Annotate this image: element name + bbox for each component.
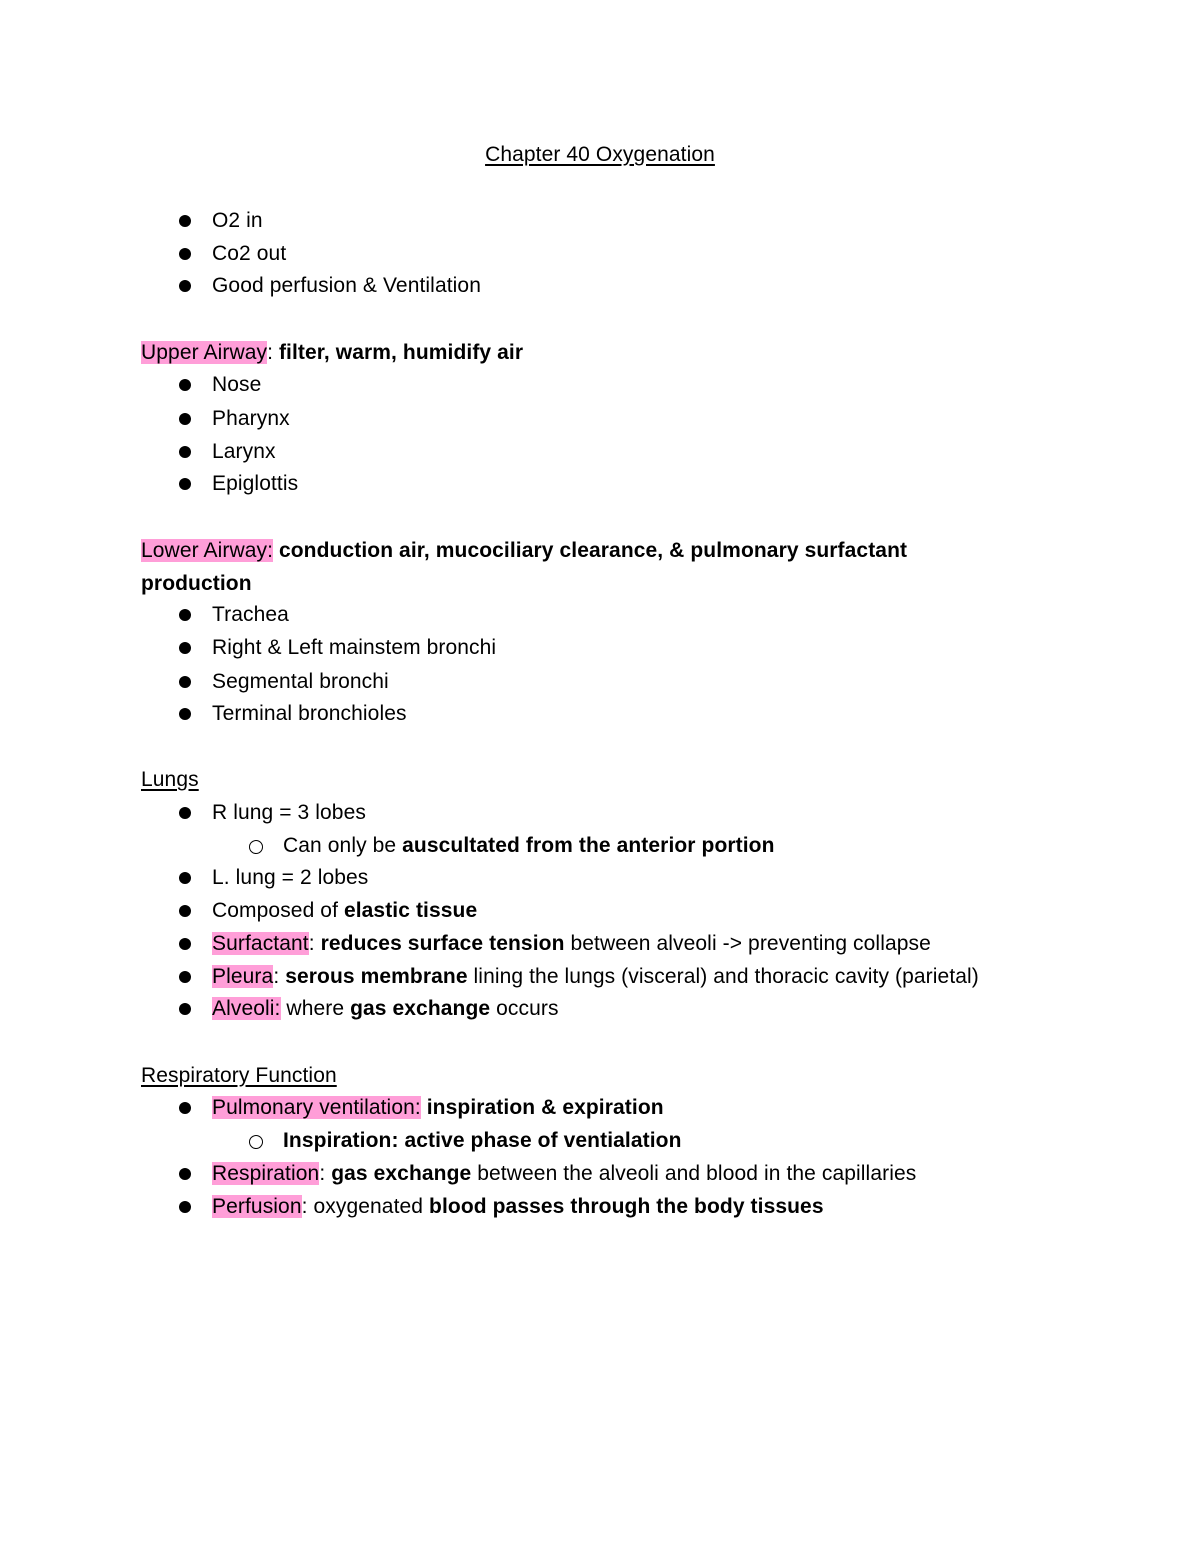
bullet-icon <box>179 1201 191 1213</box>
list-item: Pulmonary ventilation: inspiration & expiration <box>212 1094 664 1122</box>
list-item: Surfactant: reduces surface tension between alveoli -> preventing collapse <box>212 930 931 958</box>
list-item: Perfusion: oxygenated blood passes through the body tissues <box>212 1193 824 1221</box>
list-item: Trachea <box>212 601 289 629</box>
bullet-icon <box>179 905 191 917</box>
list-item: Epiglottis <box>212 470 298 498</box>
lower-airway-desc: conduction air, mucociliary clearance, & pulmonary surfactant production <box>141 539 908 595</box>
perfusion-label: Perfusion <box>212 1195 302 1218</box>
list-item: Good perfusion & Ventilation <box>212 272 481 300</box>
bullet-icon <box>179 708 191 720</box>
list-item: Pleura: serous membrane lining the lungs (visceral) and thoracic cavity (parietal) <box>212 963 979 991</box>
list-item: O2 in <box>212 207 263 235</box>
bullet-icon <box>179 609 191 621</box>
hollow-bullet-icon <box>249 1135 263 1149</box>
upper-airway-label: Upper Airway <box>141 341 268 364</box>
list-item: Pharynx <box>212 405 290 433</box>
bullet-icon <box>179 446 191 458</box>
bullet-icon <box>179 872 191 884</box>
list-item: L. lung = 2 lobes <box>212 864 368 892</box>
page-title: Chapter 40 Oxygenation <box>485 143 715 166</box>
upper-airway-heading: Upper Airway: filter, warm, humidify air <box>141 341 524 364</box>
sub-list-item: Inspiration: active phase of ventialation <box>283 1127 682 1155</box>
respiration-label: Respiration <box>212 1162 320 1185</box>
lower-airway-label: Lower Airway: <box>141 539 274 562</box>
bullet-icon <box>179 1102 191 1114</box>
bullet-icon <box>179 280 191 292</box>
bullet-icon <box>179 215 191 227</box>
list-item: Segmental bronchi <box>212 668 389 696</box>
bullet-icon <box>179 807 191 819</box>
pleura-label: Pleura <box>212 965 274 988</box>
list-item: Larynx <box>212 438 276 466</box>
lungs-heading: Lungs <box>141 768 199 791</box>
bullet-icon <box>179 938 191 950</box>
list-item: Nose <box>212 371 261 399</box>
list-item: Respiration: gas exchange between the alveoli and blood in the capillaries <box>212 1160 916 1188</box>
alveoli-label: Alveoli: <box>212 997 281 1020</box>
list-item: Alveoli: where gas exchange occurs <box>212 995 559 1023</box>
list-item: Right & Left mainstem bronchi <box>212 634 496 662</box>
upper-airway-desc: filter, warm, humidify air <box>278 341 524 364</box>
respiratory-function-heading: Respiratory Function <box>141 1064 337 1087</box>
hollow-bullet-icon <box>249 840 263 854</box>
sub-list-item: Can only be auscultated from the anterior portion <box>283 832 775 860</box>
lower-airway-heading <box>141 534 971 600</box>
list-item: Co2 out <box>212 240 286 268</box>
bullet-icon <box>179 642 191 654</box>
bullet-icon <box>179 1003 191 1015</box>
surfactant-label: Surfactant <box>212 932 309 955</box>
bullet-icon <box>179 676 191 688</box>
bullet-icon <box>179 1168 191 1180</box>
pulmonary-ventilation-label: Pulmonary ventilation: <box>212 1096 421 1119</box>
list-item: R lung = 3 lobes <box>212 799 366 827</box>
bullet-icon <box>179 971 191 983</box>
bullet-icon <box>179 478 191 490</box>
list-item: Terminal bronchioles <box>212 700 407 728</box>
list-item: Composed of elastic tissue <box>212 897 477 925</box>
bullet-icon <box>179 379 191 391</box>
bullet-icon <box>179 413 191 425</box>
bullet-icon <box>179 248 191 260</box>
